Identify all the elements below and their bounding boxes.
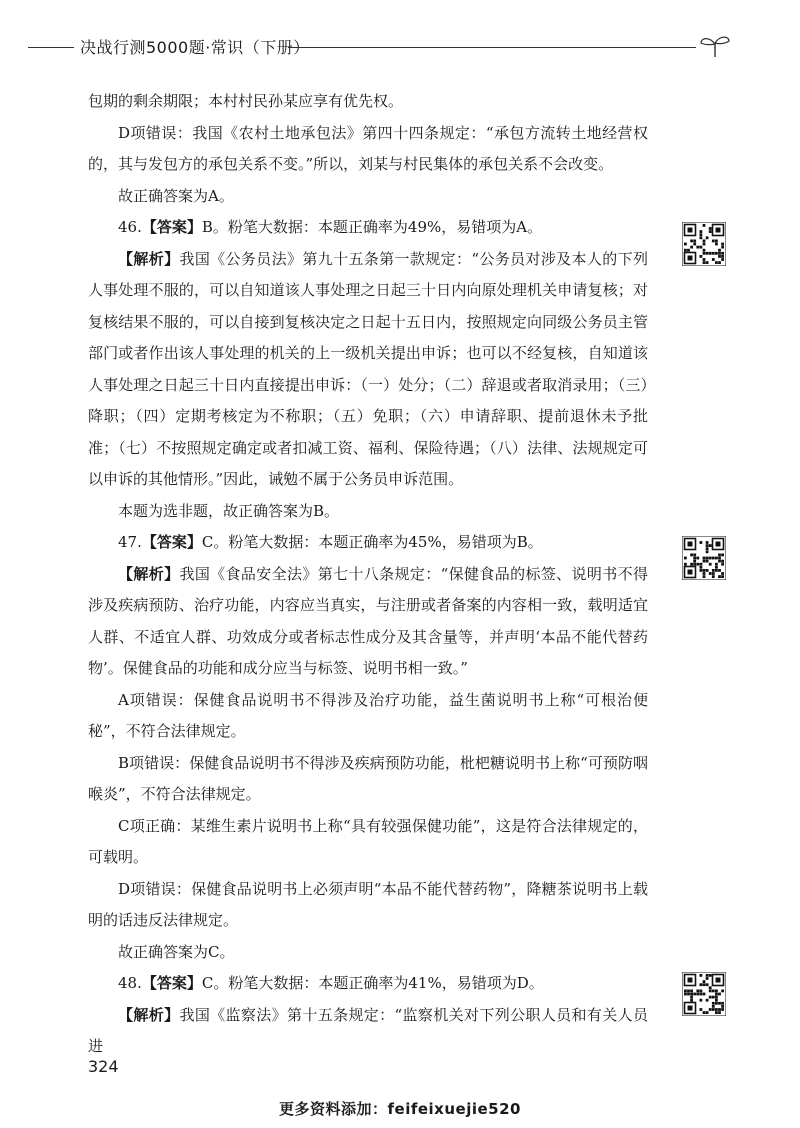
paragraph: 故正确答案为C。: [118, 942, 235, 961]
paragraph: B项错误：保健食品说明书不得涉及疾病预防功能，枇杷糖说明书上称“可预防咽喉炎”，不符合法律规定。: [88, 753, 648, 803]
analysis-46: 【解析】我国《公务员法》第九十五条第一款规定：“公务员对涉及本人的下列人事处理不服的，可以自知道该人事处理之日起三十日内向原处理机关申请复核；对复核结果不服的，可以自接到复核决定之日起十五日内，按照规定向同级公务员主管部门或者作出该人事处理的机关的上一级机关提出申诉；也可以不经复核，自知道该人事处理之日起三十日内直接提出申诉：（一）处分；（二）辞退或者取消录用；（三）降职；（四）定期考核定为不称职；（五）免职；（六）申请辞职、提前退休未予批准；（七）不按照规定确定或者扣减工资、福利、保险待遇；（八）法律、法规规定可以申诉的其他情形。”因此，诫勉不属于公务员申诉范围。: [88, 249, 648, 488]
qr-code-icon[interactable]: [682, 972, 726, 1016]
qr-code-icon[interactable]: [682, 222, 726, 266]
header-rule-left: [28, 47, 74, 48]
answer-tag: 【答案】: [141, 533, 202, 551]
analysis-tag: 【解析】: [118, 564, 180, 583]
header-title: 决战行测5000题·常识（下册）: [80, 38, 310, 57]
sprout-icon: [698, 34, 732, 58]
paragraph: 包期的剩余期限；本村村民孙某应享有优先权。: [88, 92, 404, 110]
paragraph: C项正确：某维生素片说明书上称“具有较强保健功能”，这是符合法律规定的，可载明。: [88, 816, 648, 866]
answer-tag: 【答案】: [141, 974, 202, 992]
paragraph: 本题为选非题，故正确答案为B。: [118, 501, 340, 520]
page-content: [88, 86, 648, 1063]
page-number: 324: [88, 1057, 119, 1076]
header-rule-right: [288, 47, 696, 48]
paragraph: D项错误：保健食品说明书上必须声明“本品不能代替药物”，降糖茶说明书上载明的话违反法律规定。: [88, 879, 648, 929]
answer-tag: 【答案】: [141, 218, 202, 236]
paragraph: D项错误：我国《农村土地承包法》第四十四条规定：“承包方流转土地经营权的，其与发包方的承包关系不变。”所以，刘某与村民集体的承包关系不会改变。: [88, 123, 648, 173]
analysis-tag: 【解析】: [118, 249, 180, 268]
paragraph: A项错误：保健食品说明书不得涉及治疗功能，益生菌说明书上称“可根治便秘”，不符合法律规定。: [88, 690, 648, 740]
answer-47: 47.【答案】C。粉笔大数据：本题正确率为45%，易错项为B。: [118, 533, 543, 551]
answer-46: 46.【答案】B。粉笔大数据：本题正确率为49%，易错项为A。: [118, 218, 543, 236]
analysis-47: 【解析】我国《食品安全法》第七十八条规定：“保健食品的标签、说明书不得涉及疾病预防、治疗功能，内容应当真实，与注册或者备案的内容相一致，载明适宜人群、不适宜人群、功效成分或者标志性成分及其含量等，并声明‘本品不能代替药物’。保健食品的功能和成分应当与标签、说明书相一致。”: [88, 564, 648, 677]
answer-48: 48.【答案】C。粉笔大数据：本题正确率为41%，易错项为D。: [118, 974, 544, 992]
paragraph: 故正确答案为A。: [118, 186, 234, 205]
qr-code-icon[interactable]: [682, 536, 726, 580]
running-header: [0, 34, 800, 58]
analysis-tag: 【解析】: [118, 1005, 180, 1024]
analysis-48: 【解析】我国《监察法》第十五条规定：“监察机关对下列公职人员和有关人员进: [88, 1005, 648, 1055]
footer-note: 更多资料添加：feifeixuejie520: [279, 1100, 521, 1118]
